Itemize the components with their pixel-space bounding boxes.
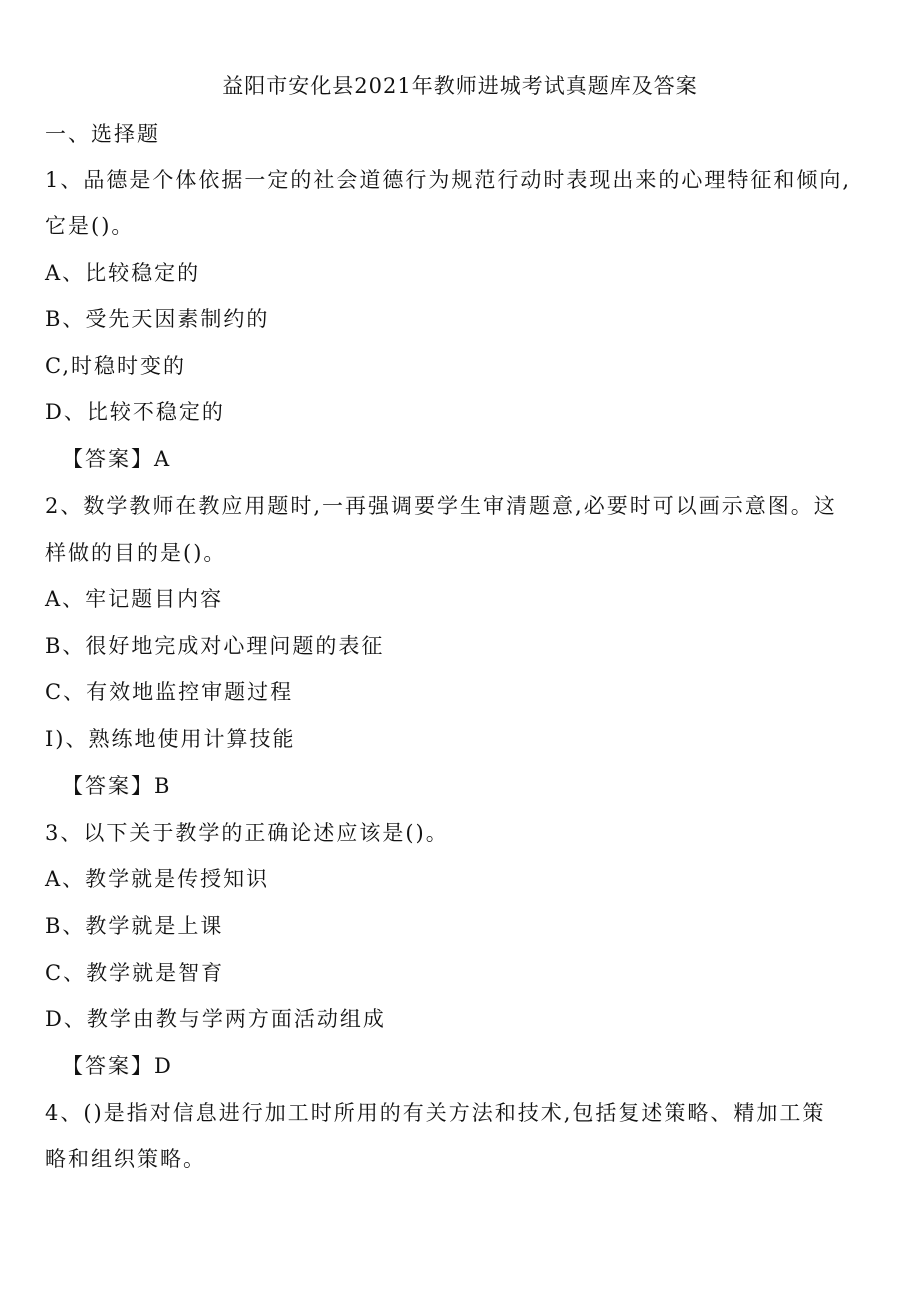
question-2-stem-line-1: 2、数学教师在教应用题时,一再强调要学生审清题意,必要时可以画示意图。这 xyxy=(45,494,837,518)
question-1-option-a: A、比较稳定的 xyxy=(45,261,201,285)
question-2-option-c: C、有效地监控审题过程 xyxy=(45,680,294,704)
question-2-stem-line-2: 样做的目的是()。 xyxy=(45,541,227,565)
question-1-option-c: C,时稳时变的 xyxy=(45,354,186,378)
question-2-option-d: I)、熟练地使用计算技能 xyxy=(45,727,296,751)
question-1-option-b: B、受先天因素制约的 xyxy=(45,307,270,331)
document-title: 益阳市安化县2021年教师进城考试真题库及答案 xyxy=(222,74,698,98)
question-1-answer: 【答案】A xyxy=(62,447,172,471)
question-2-answer: 【答案】B xyxy=(62,774,172,798)
question-3-stem-line-1: 3、以下关于教学的正确论述应该是()。 xyxy=(45,821,449,845)
question-1-stem-line-2: 它是()。 xyxy=(45,214,135,238)
question-1-option-d: D、比较不稳定的 xyxy=(45,400,225,424)
question-4-stem-line-2: 略和组织策略。 xyxy=(45,1147,206,1171)
question-2-option-a: A、牢记题目内容 xyxy=(45,587,224,611)
question-1-stem-line-1: 1、品德是个体依据一定的社会道德行为规范行动时表现出来的心理特征和倾向, xyxy=(45,168,852,192)
question-2-option-b: B、很好地完成对心理问题的表征 xyxy=(45,634,385,658)
section-heading: 一、选择题 xyxy=(45,122,160,146)
question-3-option-c: C、教学就是智育 xyxy=(45,961,225,985)
question-3-option-a: A、教学就是传授知识 xyxy=(45,867,270,891)
question-4-stem-line-1: 4、()是指对信息进行加工时所用的有关方法和技术,包括复述策略、精加工策 xyxy=(45,1101,826,1125)
question-3-option-b: B、教学就是上课 xyxy=(45,914,224,938)
question-3-option-d: D、教学由教与学两方面活动组成 xyxy=(45,1007,386,1031)
question-3-answer: 【答案】D xyxy=(62,1054,173,1078)
